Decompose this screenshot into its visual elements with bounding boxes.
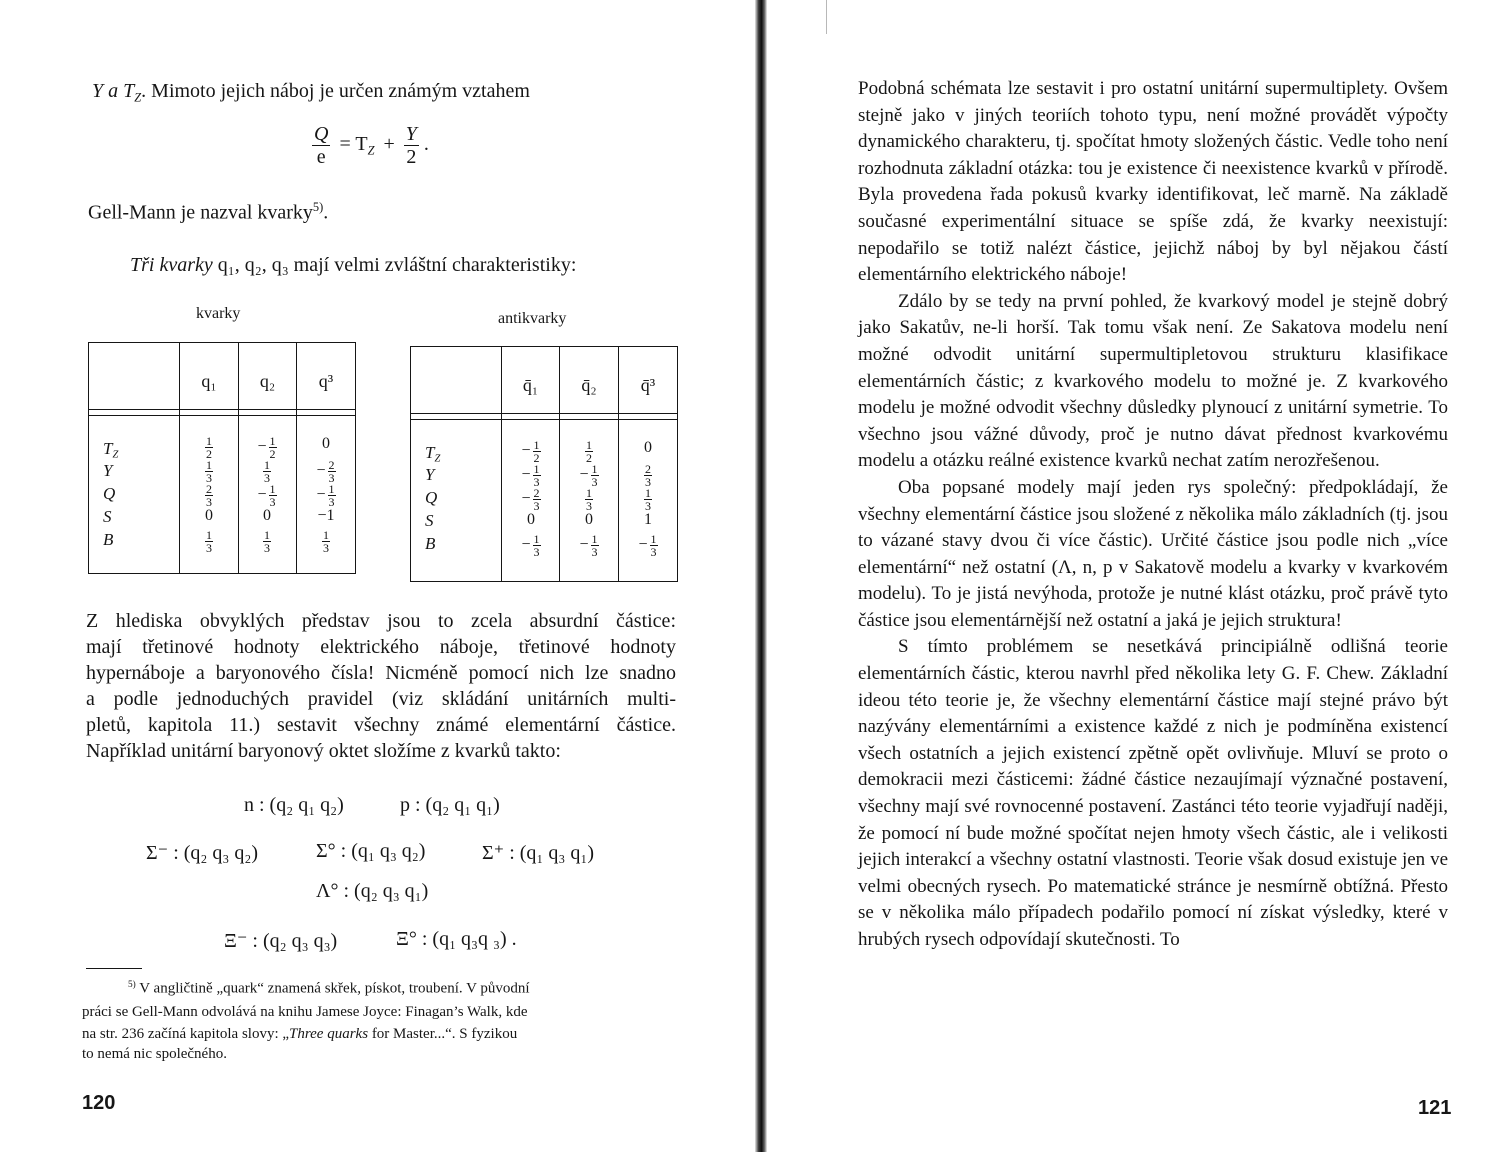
quark-cell: $\frac{1}{2}$ (206, 434, 212, 461)
octet-n: n : (q₂ q₁ q₂) (244, 794, 344, 816)
octet-sigma-zero: Σ° : (q₁ q₃ q₂) (316, 840, 426, 862)
antiquark-cell: − $\frac{1}{3}$ (521, 532, 540, 559)
quark-cell: 0 (263, 507, 271, 524)
quarks-table (88, 342, 356, 574)
gellmann-line: Gell-Mann je nazval kvarky$^{5)}$. (88, 200, 329, 224)
paragraph-line: pletů, kapitola 11.) sestavit všechny známé elementární částice. (86, 714, 676, 736)
antiquark-cell: − $\frac{1}{3}$ (579, 462, 598, 489)
paragraph-line: hypernáboje a baryonového čísla! Nicméně pomocí nich lze snadno (86, 662, 676, 684)
quarks-table-title: kvarky (196, 305, 241, 322)
header-anti-q1: q̄₁ (522, 375, 539, 395)
row-label-q: Q (103, 484, 116, 503)
footnote-line: $^{5)}$ V angličtině „quark“ znamená skřek, pískot, troubení. V původní (128, 980, 530, 997)
footnote-line: to nemá nic společného. (82, 1046, 227, 1062)
row-label-b: B (425, 534, 436, 553)
paragraph: S tímto problémem se nesetkává principiálně odlišná teorie elementárních částic, kterou navrhl před několika lety G. F. Chew. Základní ideou této teorie je, že všechny elementární částice mají stejné právo být nazývány elementárními a existence každé z nich je podmíněna existencí všech ostatních a jejich existencí zpětně opět ovlivňuje. Mluví se proto o demokracii mezi částicemi: žádné částice nezaujímají význačné postavení, všechny mají své rovnocenné postavení. Zastánci této teorie vyjadřují naději, že pomocí ní bude možné spočítat nejen hmoty všech částic, ale i velikosti jejich interakcí a všechny ostatní vlastnosti. Teorie však dosud existuje jen ve velmi obecných rysech. Po matematické stránce je nesmírně obtížná. Přesto se v několika málo případech podařilo pomocí ní získat výsledky, které v hrubých rysech odpovídají skutečnosti. To (858, 636, 1448, 950)
charge-formula: $\frac{Q}{e}$ = $T_Z$ + $\frac{Y}{2}$ . (314, 123, 429, 168)
antiquark-cell: $\frac{1}{3}$ (586, 486, 592, 513)
quark-cell: $\frac{1}{3}$ (206, 458, 212, 485)
paragraph-line: mají třetinové hodnoty elektrického náboje, třetinové hodnoty (86, 636, 676, 658)
book-gutter (755, 0, 767, 1152)
right-page-text (858, 76, 1448, 954)
header-q1: q₁ (201, 371, 217, 391)
paragraph: Zdálo by se tedy na první pohled, že kvarkový model je stejně dobrý jako Sakatův, ne-li horší. Tak tomu však není. Ze Sakatova modelu není možné odvodit unitární supermultipletovou strukturu klasifikace elementárních částic; z kvarkového modelu to možné je. Z kvarkového modelu je možné odvodit všechny důsledky plynoucí z unitární symetrie. To všechno jsou vážné důvody, proč je nutno dávat přednost kvarkovému modelu a otázku reálné existence kvarků nechat zatím nerozřešenou. (858, 290, 1448, 472)
quark-cell: $\frac{1}{3}$ (264, 458, 270, 485)
header-q2: q₂ (259, 371, 276, 391)
quark-cell: $\frac{1}{3}$ (206, 528, 212, 555)
row-label-y: Y (103, 461, 113, 480)
row-label-s: S (103, 507, 112, 526)
antiquark-cell: − $\frac{1}{2}$ (521, 438, 540, 465)
octet-xi-minus: Ξ⁻ : (q₂ q₃ q₃) (224, 930, 338, 952)
page-number-right: 121 (1418, 1097, 1452, 1119)
antiquarks-table (410, 346, 678, 582)
octet-lambda: Λ° : (q₂ q₃ q₁) (316, 880, 429, 902)
row-label-q: Q (425, 488, 438, 507)
antiquark-cell: $\frac{2}{3}$ (645, 462, 651, 489)
quark-cell: − $\frac{1}{3}$ (257, 482, 276, 509)
antiquark-cell: − $\frac{1}{3}$ (638, 532, 657, 559)
header-q3: q³ (318, 371, 334, 391)
footnote-line: na str. 236 začíná kapitola slovy: „Three quarks for Master...“. S fyzikou (82, 1026, 518, 1042)
antiquark-cell: 1 (644, 511, 652, 528)
octet-sigma-minus: Σ⁻ : (q₂ q₃ q₂) (146, 842, 258, 864)
header-anti-q2: q̄₂ (581, 375, 597, 395)
formula-y-over-2: $\frac{Y}{2}$ (405, 123, 417, 168)
antiquark-cell: − $\frac{1}{3}$ (579, 532, 598, 559)
row-label-tz: $T_Z$ (103, 439, 119, 461)
paragraph: Oba popsané modely mají jeden rys společný: předpokládají, že všechny elementární částice jsou složené z několika málo základních (tj. jsou to vázané stavy dvou či více částic). Určité částice jsou podle nich „více elementární“ než ostatní (Λ, n, p v Sakatově modelu a kvarky v kvarkovém modelu). To je jistá nevýhoda, protože je nutné klást otázku, proč právě tyto částice jsou elementárnější než ostatní a jaká je jejich struktura! (858, 476, 1448, 631)
quark-cell: −1 (317, 507, 335, 524)
quark-cell: 0 (205, 507, 213, 524)
antiquark-cell: $\frac{1}{3}$ (645, 486, 651, 513)
quark-cell: $\frac{1}{3}$ (323, 528, 329, 555)
page-crease (826, 0, 827, 34)
antiquarks-table-title: antikvarky (498, 310, 567, 327)
quark-cell: − $\frac{1}{2}$ (257, 434, 276, 461)
octet-xi-zero: Ξ° : (q₁ q₃q ₃) . (396, 928, 517, 950)
paragraph: Podobná schémata lze sestavit i pro ostatní unitární supermultiplety. Ovšem stejně jako v jiných teoriích tohoto typu, není možné provádět výpočty dynamického charakteru, tj. spočítat hmoty složených částic. Vedle toho není rozhodnuta základní otázka: tou je existence či neexistence kvarků v přírodě. Byla provedena řada pokusů kvarky identifikovat, leč marně. Na základě současné experimentální situace se spíše zdá, že kvarky neexistují: nepodařilo se totiž nalézt částice, jejichž náboj by byl nějakou částí elementárního elektrického náboje! (858, 78, 1448, 286)
octet-p: p : (q₂ q₁ q₁) (400, 794, 500, 816)
quark-cell: − $\frac{2}{3}$ (316, 458, 335, 485)
row-label-s: S (425, 511, 434, 530)
paragraph-line: Z hlediska obvyklých představ jsou to zcela absurdní částice: (86, 610, 676, 632)
footnote-line: práci se Gell-Mann odvolává na knihu Jamese Joyce: Finagan’s Walk, kde (82, 1004, 528, 1020)
footnote-rule (86, 968, 142, 969)
row-label-b: B (103, 530, 114, 549)
antiquark-cell: − $\frac{2}{3}$ (521, 486, 540, 513)
antiquark-cell: $\frac{1}{2}$ (586, 438, 592, 465)
antiquark-cell: − $\frac{1}{3}$ (521, 462, 540, 489)
paragraph-line: Například unitární baryonový oktet složíme z kvarků takto: (86, 740, 561, 762)
antiquark-cell: 0 (527, 511, 535, 528)
paragraph-line: a podle jednoduchých pravidel (viz skládání unitárních multi- (86, 688, 676, 710)
octet-sigma-plus: Σ⁺ : (q₁ q₃ q₁) (482, 842, 594, 864)
row-label-y: Y (425, 465, 435, 484)
antiquark-cell: 0 (585, 511, 593, 528)
header-anti-q3: q̄³ (640, 375, 656, 395)
page-number-left: 120 (82, 1092, 116, 1114)
three-quarks-line: Tři kvarky q₁, q₂, q₃ mají velmi zvláštní charakteristiky: (130, 254, 577, 276)
antiquark-cell: 0 (644, 439, 652, 456)
quark-cell: − $\frac{1}{3}$ (316, 482, 335, 509)
left-page (0, 0, 752, 1152)
quark-cell: $\frac{2}{3}$ (206, 482, 212, 509)
quark-cell: $\frac{1}{3}$ (264, 528, 270, 555)
quark-cell: 0 (322, 435, 330, 452)
row-label-tz: $T_Z$ (425, 443, 441, 465)
intro-line: Y a $T_Z$. Mimoto jejich náboj je určen známým vztahem (92, 80, 530, 105)
formula-q-over-e: $\frac{Q}{e}$ (314, 123, 329, 168)
